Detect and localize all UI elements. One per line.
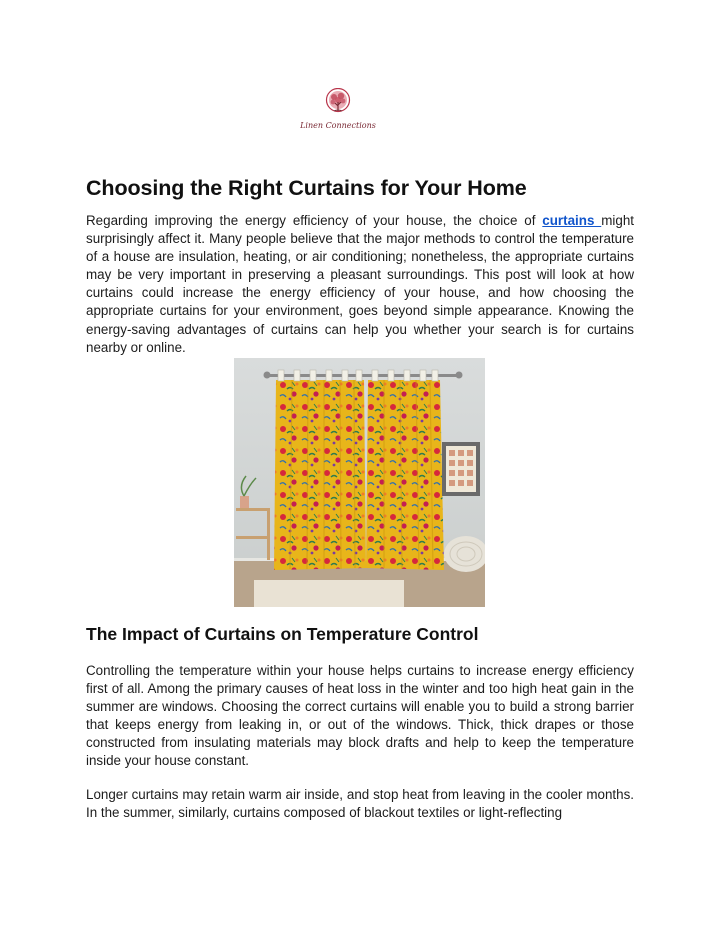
page-title: Choosing the Right Curtains for Your Home xyxy=(86,176,527,200)
intro-text-after: might surprisingly affect it. Many people believe that the major methods to control the temperature of a house are insulation, heating, or air conditioning; nonetheless, the appropriate curtains may be very important in preserving a pleasant surroundings. This post will look at how curtains could increase the energy efficiency of your house, and how choosing the appropriate curtains for your environment, goes beyond simple appearance. Knowing the energy-saving advantages of curtains can help you whether your search is for curtains nearby or online. xyxy=(86,213,634,355)
tree-logo-icon xyxy=(323,88,353,120)
intro-paragraph xyxy=(86,212,634,357)
body-paragraph: Controlling the temperature within your house helps curtains to increase energy efficiency first of all. Among the primary causes of heat loss in the winter and too high heat gain in the summer are windows. Choosing the correct curtains will enable you to build a strong barrier that keeps energy from leaking in, or out of the windows. Thick, thick drapes or those constructed from insulating materials may block drafts and help to keep the temperature inside your house constant. xyxy=(86,663,634,769)
brand-name: Linen Connections xyxy=(300,121,376,130)
curtain-photo xyxy=(234,358,485,607)
body-paragraph: Longer curtains may retain warm air inside, and stop heat from leaving in the cooler months. In the summer, similarly, curtains composed of blackout textiles or light-reflecting xyxy=(86,787,634,821)
curtain-illustration xyxy=(234,358,485,607)
section-heading: The Impact of Curtains on Temperature Control xyxy=(86,624,479,644)
curtains-link[interactable]: curtains xyxy=(542,213,602,228)
intro-text-before: Regarding improving the energy efficiency of your house, the choice of xyxy=(86,213,543,228)
brand-logo xyxy=(296,88,380,138)
